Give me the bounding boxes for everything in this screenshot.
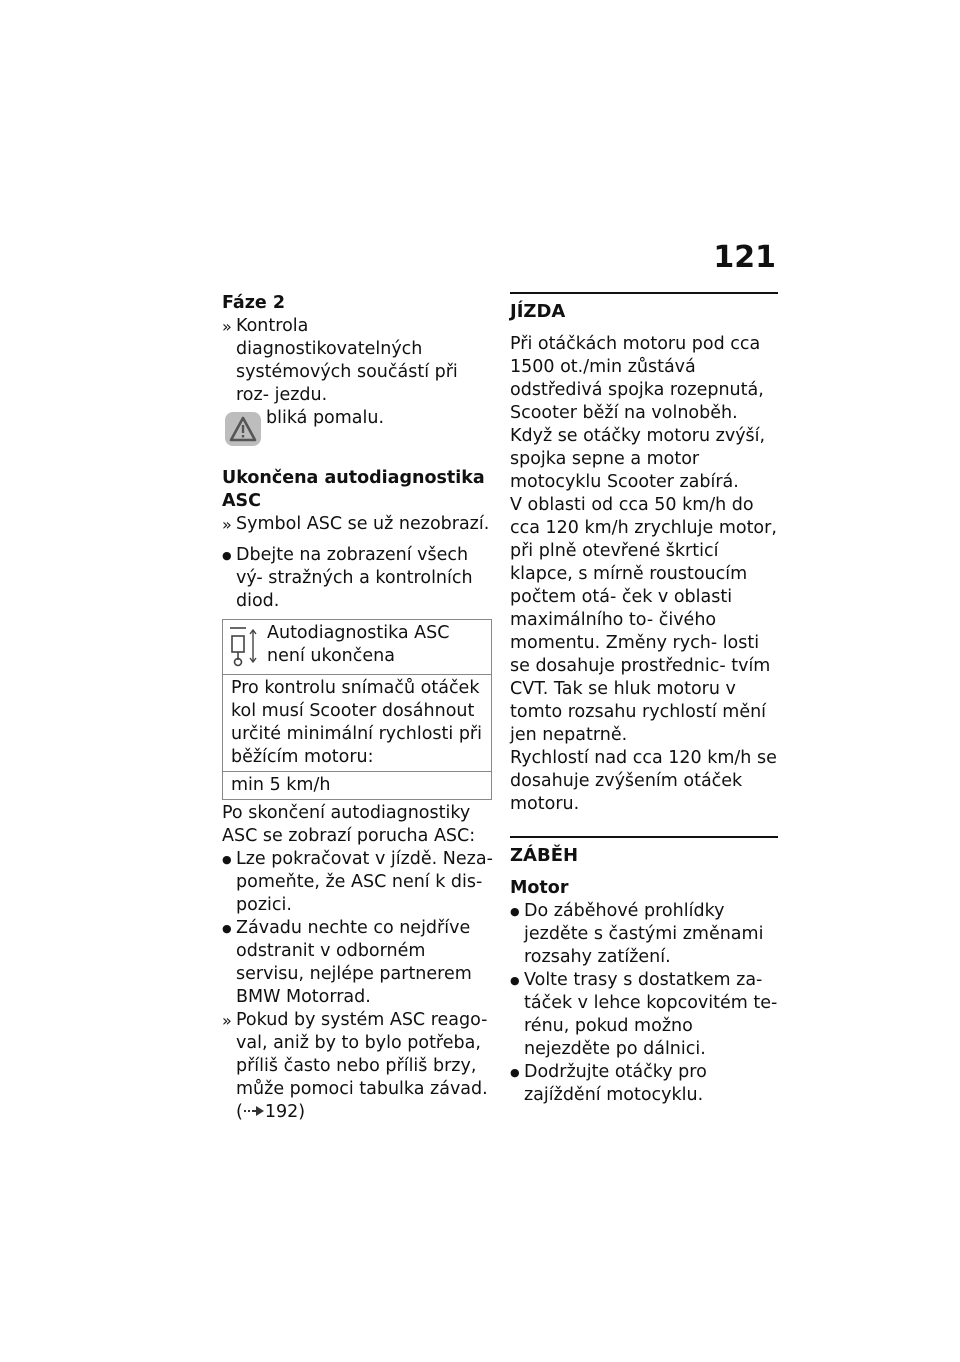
info-table-head — [223, 620, 492, 675]
table-head-line-2: není ukončena — [267, 646, 395, 666]
right-column — [510, 292, 778, 1107]
zabeh-bullet-2: ● Volte trasy s dostatkem za- táček v lehce kopcovitém te- rénu, pokud možno nejezděte po dálnici. — [510, 969, 778, 1061]
instruction-react: » Pokud by systém ASC reago- val, aniž by to bylo potřeba, příliš často nebo příliš brzy, může pomoci tabulka závad. — [222, 1009, 494, 1101]
left-column — [222, 292, 494, 1124]
jizda-paragraph-3: Rychlostí nad cca 120 km/h se dosahuje zvýšením otáček motoru. — [510, 748, 777, 814]
table-row-2-value: min 5 km/h — [223, 772, 492, 800]
ref-page: 192) — [264, 1102, 306, 1122]
zabeh-bullet-3: ● Dodržujte otáčky pro zajíždění motocyklu. — [510, 1061, 778, 1107]
bullet-repair: ● Závadu nechte co nejdříve odstranit v odborném servisu, nejlépe partnerem BMW Motorrad. — [222, 917, 494, 1009]
page-reference[interactable] — [222, 1101, 494, 1124]
piston-gauge-icon — [229, 624, 259, 668]
table-row-1-text: Pro kontrolu snímačů otáček kol musí Scooter dosáhnout určité minimální rychlosti při běžícím motoru: — [223, 675, 492, 772]
motor-heading: Motor — [510, 878, 569, 898]
jizda-paragraph-1: Při otáčkách motoru pod cca 1500 ot./min zůstává odstředivá spojka rozepnutá, Scooter běží na volnoběh. Když se otáčky motoru zvýší, spojka sepne a motor motocyklu Scooter zabírá. — [510, 334, 766, 492]
jizda-divider — [510, 292, 778, 294]
zabeh-divider — [510, 836, 778, 838]
info-table-row — [223, 675, 492, 772]
arrow-right-icon — [243, 1104, 265, 1118]
zabeh-heading: ZÁBĚH — [510, 845, 579, 866]
bullet-continue: ● Lze pokračovat v jízdě. Neza- pomeňte, že ASC není k dis- pozici. — [222, 848, 494, 917]
info-table-row — [223, 772, 492, 800]
zabeh-bullet-1: ● Do záběhové prohlídky jezděte s častými změnami rozsahy zatížení. — [510, 900, 778, 969]
faze-2-heading: Fáze 2 — [222, 293, 286, 313]
page-number: 121 — [713, 240, 776, 275]
bullet-observe: ● Dbejte na zobrazení všech vý- stražných a kontrolních diod. — [222, 544, 494, 613]
info-table — [222, 619, 492, 800]
ukoncena-heading-2: ASC — [222, 491, 261, 511]
blinks-slowly-text: bliká pomalu. — [266, 408, 385, 428]
jizda-paragraph-2: V oblasti od cca 50 km/h do cca 120 km/h zrychluje motor, při plně otevřené škrticí klapce, s mírně roustoucím počtem otá- ček v oblasti maximálního to- čivého momentu. Změny rych- losti se dosahuje prostřednic- tvím CVT. Tak se hluk motoru v tomto rozsahu rychlostí mění jen nepatrně. — [510, 495, 777, 745]
jizda-heading: JÍZDA — [510, 301, 566, 322]
symbol-instruction: » Symbol ASC se už nezobrazí. — [222, 513, 494, 536]
after-table-line-1: Po skončení autodiagnostiky — [222, 803, 471, 823]
after-table-line-2: ASC se zobrazí porucha ASC: — [222, 826, 476, 846]
warning-triangle-icon — [224, 411, 262, 447]
ukoncena-heading-1: Ukončena autodiagnostika — [222, 468, 485, 488]
table-head-line-1: Autodiagnostika ASC — [267, 623, 450, 643]
ref-open-paren: ( — [236, 1102, 243, 1122]
faze-2-instruction: » Kontrola diagnostikovatelných systémových součástí při roz- jezdu. — [222, 315, 494, 407]
warning-row — [222, 409, 494, 455]
